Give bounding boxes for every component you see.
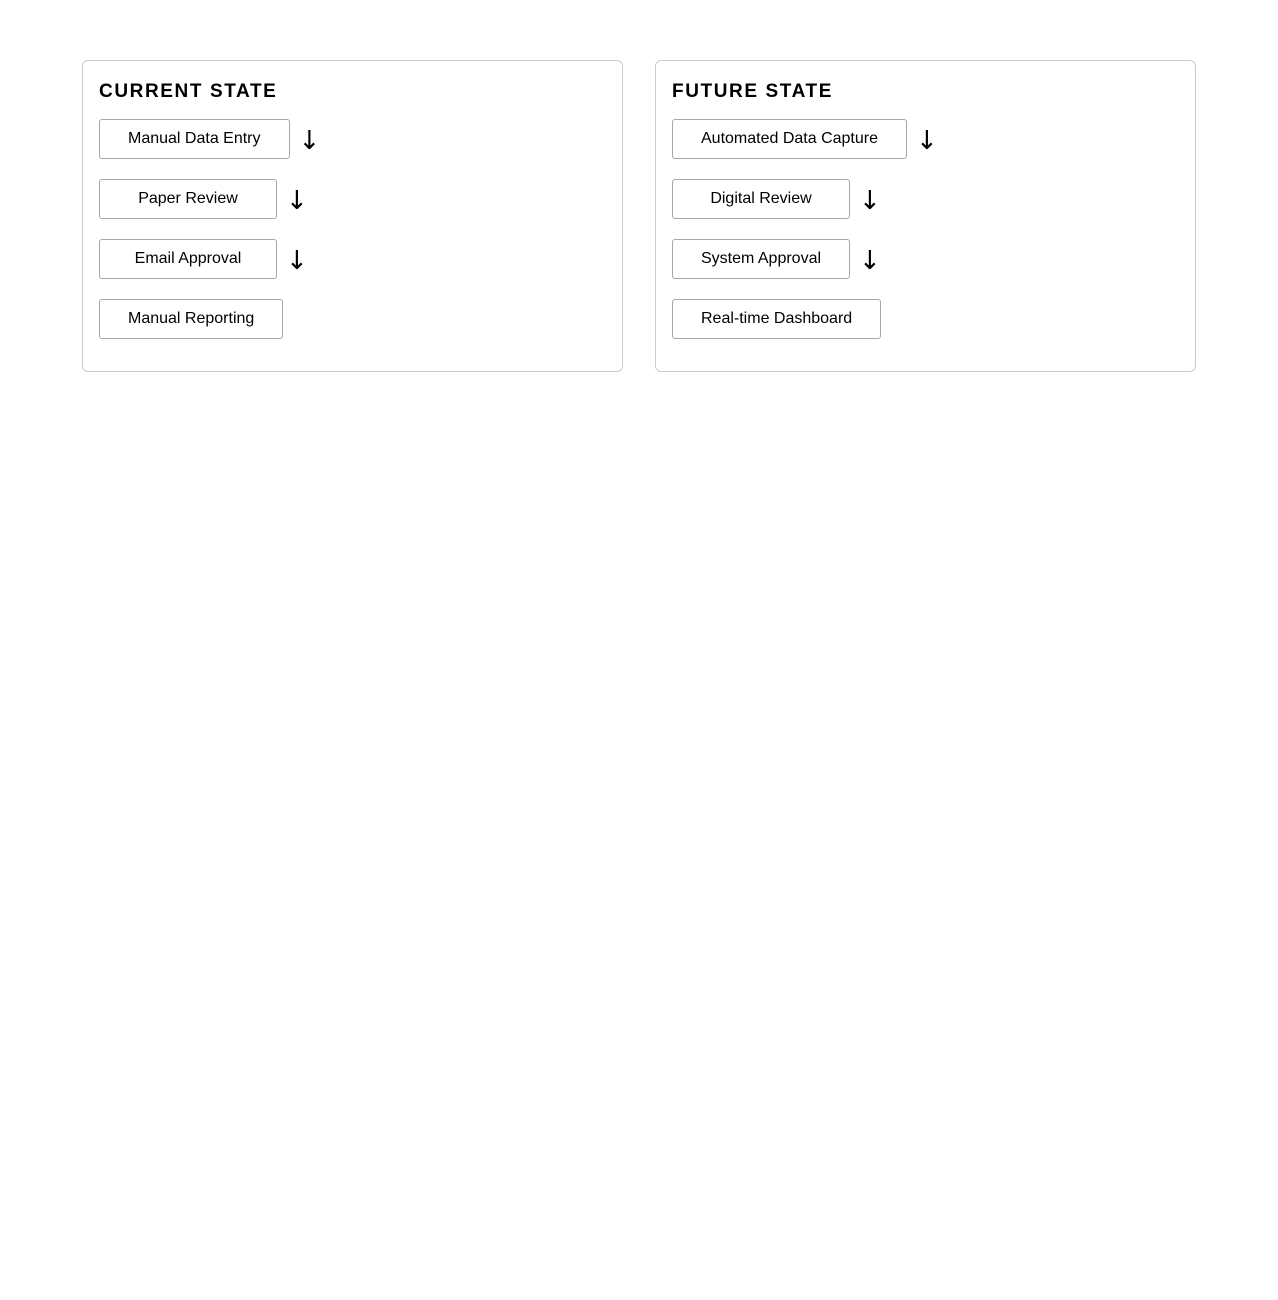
down-arrow-icon: ↓ xyxy=(286,246,308,276)
current-step-row xyxy=(99,239,606,279)
current-state-panel xyxy=(82,60,623,372)
current-step-row xyxy=(99,119,606,159)
future-step-row xyxy=(672,179,1179,219)
step-manual-reporting: Manual Reporting xyxy=(99,299,283,339)
step-real-time-dashboard: Real-time Dashboard xyxy=(672,299,881,339)
future-state-title: FUTURE STATE xyxy=(672,81,833,102)
step-automated-data-capture: Automated Data Capture xyxy=(672,119,907,159)
down-arrow-icon: ↓ xyxy=(286,186,308,216)
future-state-panel xyxy=(655,60,1196,372)
future-step-row xyxy=(672,239,1179,279)
step-digital-review: Digital Review xyxy=(672,179,850,219)
step-system-approval: System Approval xyxy=(672,239,850,279)
down-arrow-icon: ↓ xyxy=(916,126,938,156)
step-paper-review: Paper Review xyxy=(99,179,277,219)
current-step-row xyxy=(99,299,606,339)
step-email-approval: Email Approval xyxy=(99,239,277,279)
down-arrow-icon: ↓ xyxy=(859,246,881,276)
current-state-steps xyxy=(99,119,606,339)
future-state-steps xyxy=(672,119,1179,339)
current-state-title: CURRENT STATE xyxy=(99,81,278,102)
current-step-row xyxy=(99,179,606,219)
future-step-row xyxy=(672,299,1179,339)
future-step-row xyxy=(672,119,1179,159)
down-arrow-icon: ↓ xyxy=(859,186,881,216)
comparison-panels xyxy=(82,60,1196,372)
down-arrow-icon: ↓ xyxy=(298,126,321,156)
step-manual-data-entry: Manual Data Entry xyxy=(99,119,290,159)
